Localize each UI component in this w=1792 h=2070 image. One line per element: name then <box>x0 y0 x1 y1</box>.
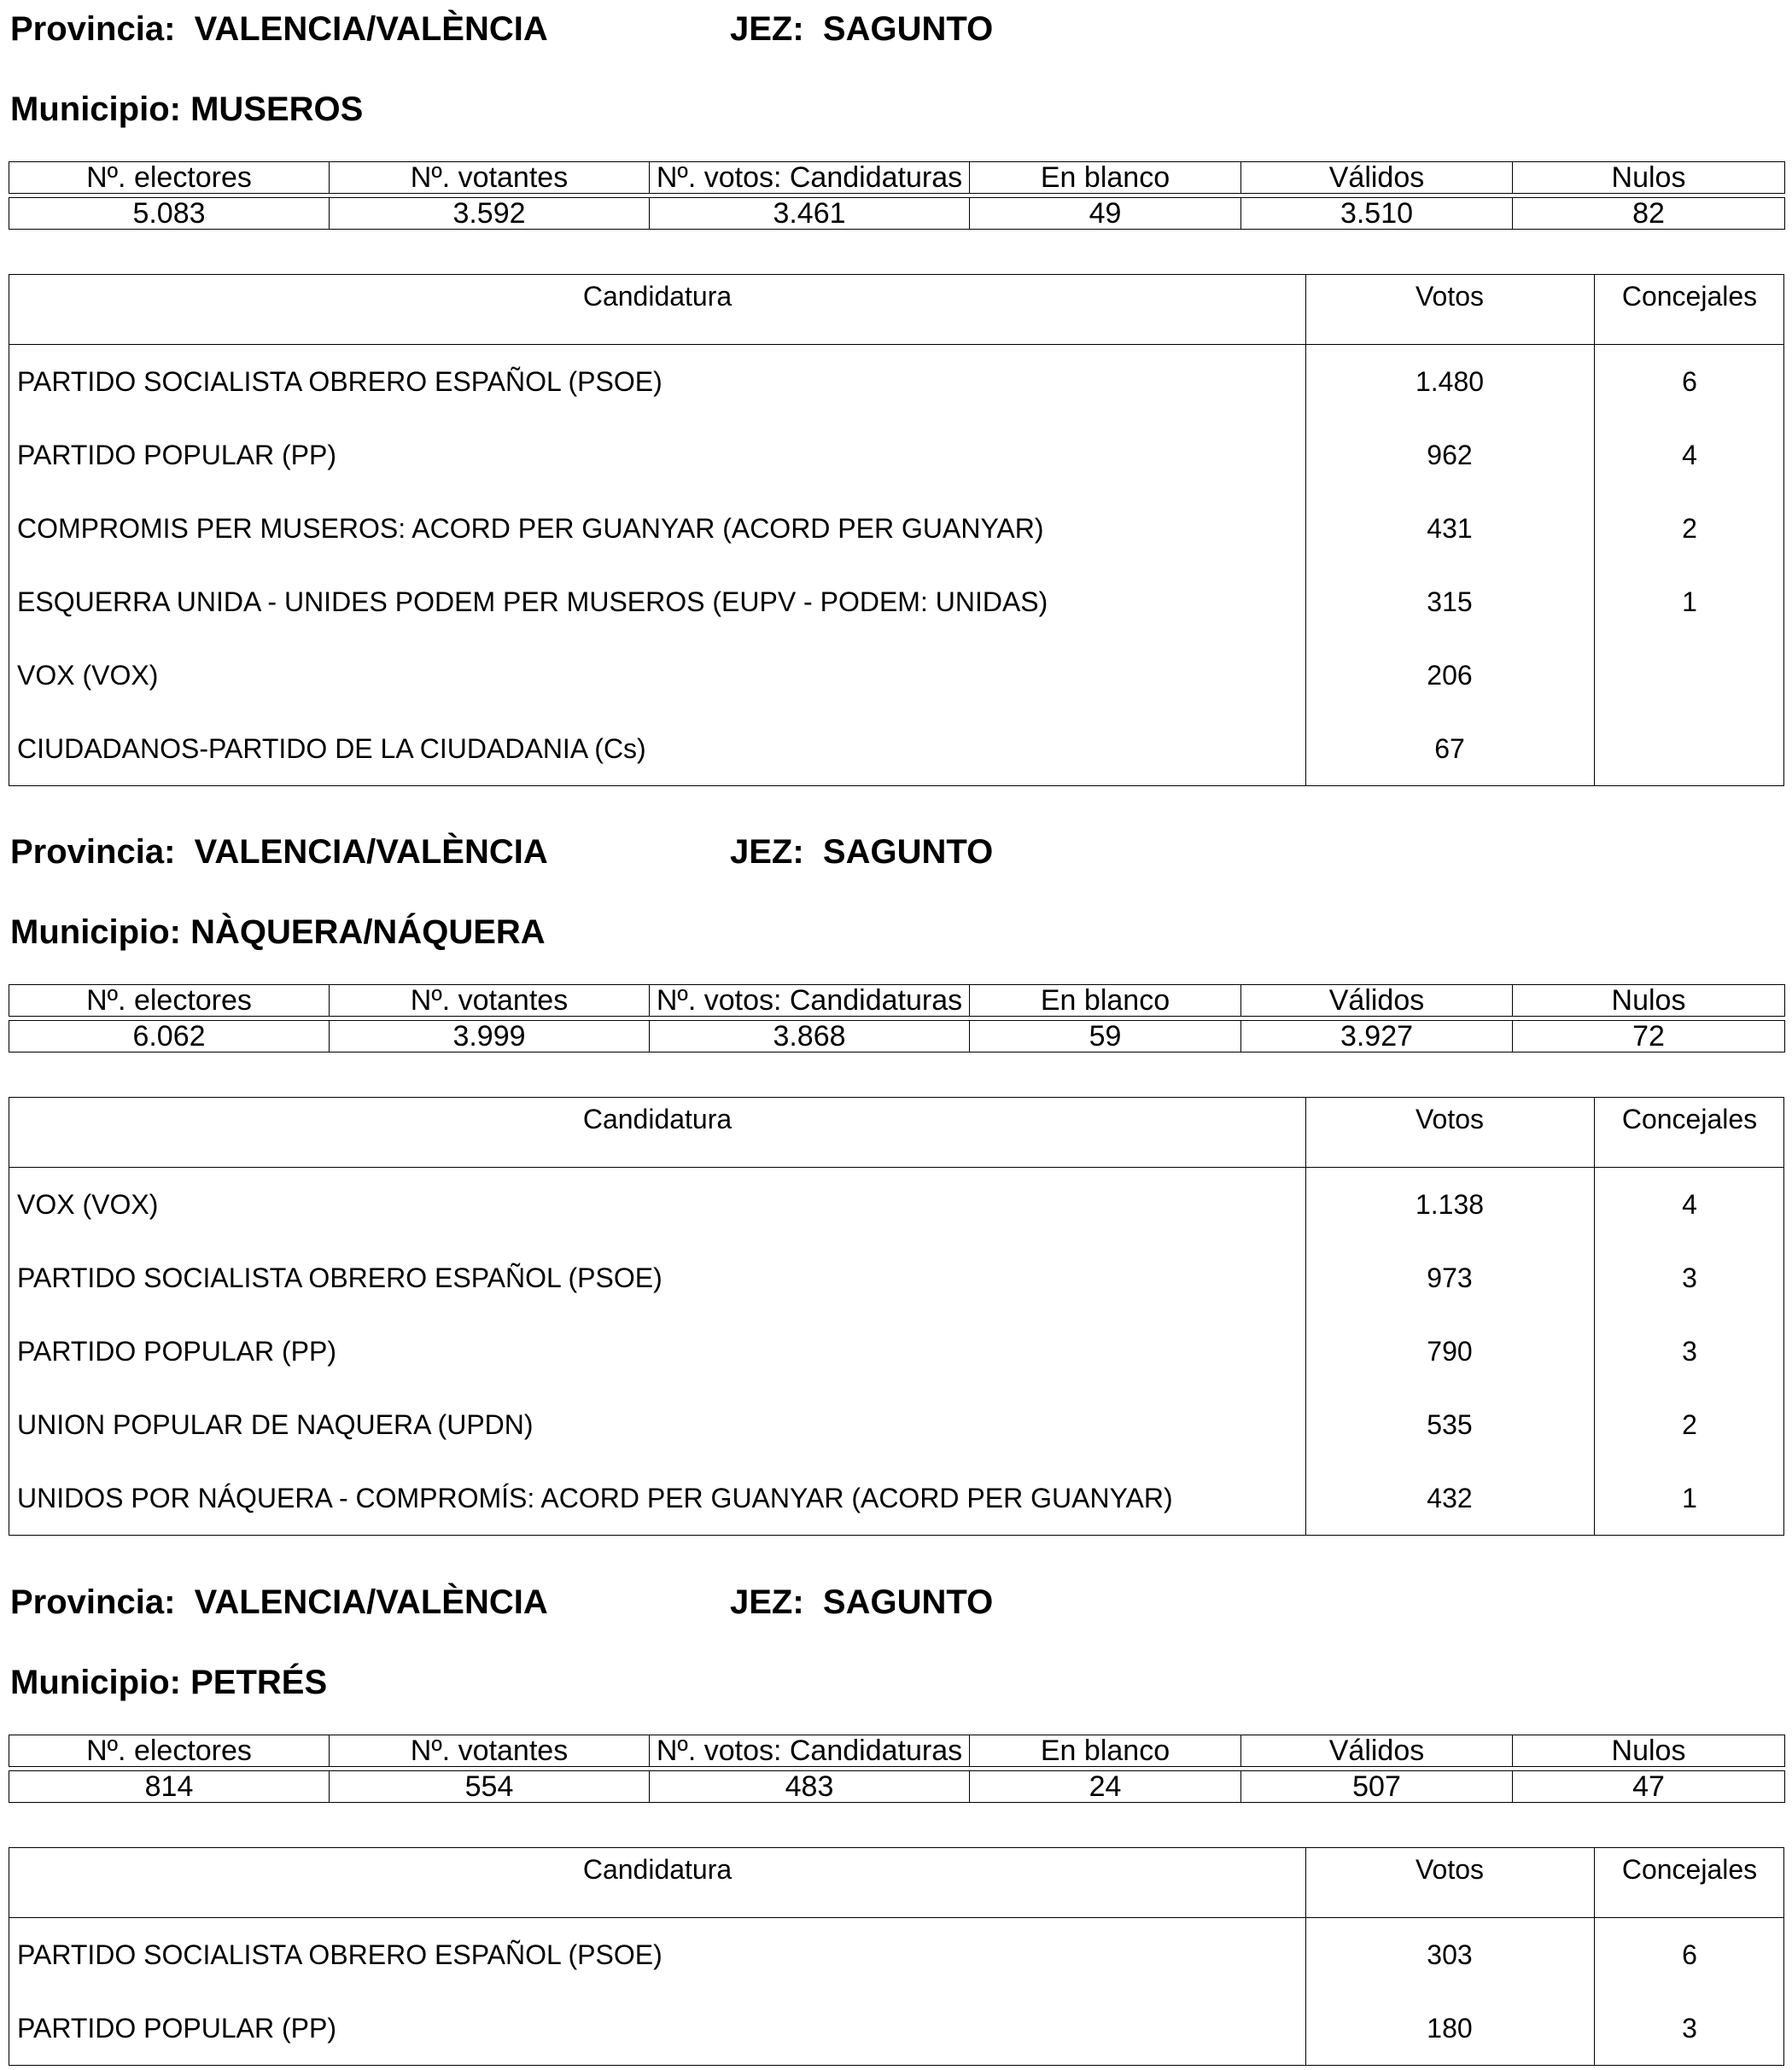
municipio-value: NÀQUERA/NÁQUERA <box>190 913 546 951</box>
candidate-votes: 962 <box>1427 440 1473 470</box>
candidate-name: PARTIDO POPULAR (PP) <box>17 2013 336 2044</box>
stats-value-cell: 3.510 <box>1241 198 1513 230</box>
candidate-row <box>9 492 1783 565</box>
candidate-name: UNION POPULAR DE NAQUERA (UPDN) <box>17 1409 534 1440</box>
candidate-seats: 1 <box>1682 1483 1697 1513</box>
provincia-value: VALENCIA/VALÈNCIA <box>194 833 548 871</box>
header-votos: Votos <box>1415 1104 1485 1134</box>
stats-value-row <box>9 1771 1785 1803</box>
jez-label: JEZ: <box>730 10 804 48</box>
stats-value-cell: 3.592 <box>330 198 650 230</box>
column-divider <box>1594 275 1595 785</box>
candidate-row <box>9 1918 1783 1991</box>
candidate-name: PARTIDO SOCIALISTA OBRERO ESPAÑOL (PSOE) <box>17 366 663 397</box>
stats-value-cell: 3.927 <box>1241 1021 1513 1052</box>
candidate-row <box>9 418 1783 492</box>
header-candidatura: Candidatura <box>582 281 733 312</box>
stats-value-cell: 82 <box>1513 198 1785 230</box>
stats-value-cell: 5.083 <box>9 198 330 230</box>
provincia-label: Provincia: <box>10 833 176 871</box>
candidate-votes: 303 <box>1427 1939 1473 1970</box>
stats-header-cell: Válidos <box>1241 1735 1513 1767</box>
stats-header-cell: Nº. electores <box>9 1735 330 1767</box>
candidate-votes: 790 <box>1427 1336 1473 1367</box>
stats-header-cell: Nº. electores <box>9 985 330 1017</box>
candidate-name: VOX (VOX) <box>17 1189 159 1220</box>
candidate-row <box>9 1168 1783 1241</box>
stats-header-cell: En blanco <box>970 162 1241 194</box>
candidate-name: PARTIDO SOCIALISTA OBRERO ESPAÑOL (PSOE) <box>17 1939 663 1970</box>
candidates-body <box>9 345 1783 785</box>
stats-table <box>9 1735 1785 1803</box>
municipio-line <box>10 915 546 949</box>
jez-value: SAGUNTO <box>822 833 994 871</box>
provincia-line <box>10 1583 994 1621</box>
stats-table <box>9 984 1785 1052</box>
municipio-line <box>10 1665 327 1700</box>
candidate-row <box>9 1241 1783 1315</box>
header-candidatura: Candidatura <box>582 1854 733 1885</box>
stats-table <box>9 161 1785 230</box>
header-concejales: Concejales <box>1621 1854 1758 1885</box>
candidate-seats: 4 <box>1682 1189 1697 1220</box>
stats-value-cell: 483 <box>650 1771 970 1803</box>
stats-header-row <box>9 1735 1785 1767</box>
candidate-votes: 432 <box>1427 1483 1473 1513</box>
header-votos: Votos <box>1415 1854 1485 1885</box>
candidate-seats <box>1594 712 1785 785</box>
candidates-body <box>9 1168 1783 1535</box>
jez-value: SAGUNTO <box>822 10 994 48</box>
provincia-label: Provincia: <box>10 1583 176 1621</box>
stats-value-row <box>9 198 1785 230</box>
stats-header-cell: Nº. votantes <box>330 985 650 1017</box>
municipio-label: Municipio: <box>10 1664 181 1701</box>
provincia-label: Provincia: <box>10 10 176 48</box>
provincia-line <box>10 10 994 48</box>
stats-value-cell: 47 <box>1513 1771 1785 1803</box>
candidates-header <box>9 275 1783 345</box>
stats-value-cell: 3.868 <box>650 1021 970 1052</box>
stats-header-cell: Nº. votos: Candidaturas <box>650 985 970 1017</box>
stats-header-cell: Nulos <box>1513 985 1785 1017</box>
candidate-row <box>9 638 1783 712</box>
candidate-seats: 2 <box>1682 1409 1697 1440</box>
candidate-name: CIUDADANOS-PARTIDO DE LA CIUDADANIA (Cs) <box>17 733 646 764</box>
stats-value-cell: 24 <box>970 1771 1241 1803</box>
candidate-seats: 3 <box>1682 1262 1697 1293</box>
stats-value-row <box>9 1021 1785 1052</box>
candidate-votes: 206 <box>1427 660 1473 691</box>
candidate-row <box>9 1461 1783 1535</box>
candidate-name: VOX (VOX) <box>17 660 159 691</box>
candidate-votes: 431 <box>1427 513 1473 544</box>
candidate-votes: 1.138 <box>1415 1189 1485 1220</box>
stats-header-cell: Nulos <box>1513 1735 1785 1767</box>
candidate-seats <box>1594 638 1785 712</box>
candidate-votes: 180 <box>1427 2013 1473 2044</box>
candidate-votes: 1.480 <box>1415 366 1485 397</box>
candidates-body <box>9 1918 1783 2065</box>
candidate-seats: 3 <box>1682 1336 1697 1367</box>
candidate-name: UNIDOS POR NÁQUERA - COMPROMÍS: ACORD PER GUANYAR (ACORD PER GUANYAR) <box>17 1483 1173 1513</box>
jez-line <box>730 12 993 46</box>
column-divider <box>1305 1098 1306 1535</box>
candidate-row <box>9 712 1783 785</box>
municipio-label: Municipio: <box>10 90 181 128</box>
candidate-row <box>9 1315 1783 1388</box>
stats-value-cell: 6.062 <box>9 1021 330 1052</box>
candidates-header <box>9 1848 1783 1918</box>
candidate-seats: 6 <box>1682 1939 1697 1970</box>
stats-header-cell: Nulos <box>1513 162 1785 194</box>
candidate-row <box>9 565 1783 638</box>
candidates-table <box>9 274 1784 786</box>
column-divider <box>1594 1848 1595 2065</box>
stats-header-row <box>9 985 1785 1017</box>
stats-header-cell: Válidos <box>1241 985 1513 1017</box>
candidate-row <box>9 345 1783 418</box>
jez-value: SAGUNTO <box>822 1583 994 1621</box>
stats-header-row <box>9 162 1785 194</box>
candidate-row <box>9 1991 1783 2065</box>
column-divider <box>1305 275 1306 785</box>
stats-header-cell: Nº. votantes <box>330 162 650 194</box>
candidate-seats: 4 <box>1682 440 1697 470</box>
provincia-line <box>10 833 994 871</box>
stats-value-cell: 3.999 <box>330 1021 650 1052</box>
stats-header-cell: En blanco <box>970 985 1241 1017</box>
stats-value-cell: 59 <box>970 1021 1241 1052</box>
stats-header-cell: En blanco <box>970 1735 1241 1767</box>
stats-value-cell: 507 <box>1241 1771 1513 1803</box>
header-votos: Votos <box>1415 281 1485 312</box>
stats-header-cell: Nº. votos: Candidaturas <box>650 1735 970 1767</box>
municipio-line <box>10 92 363 126</box>
stats-header-cell: Nº. votos: Candidaturas <box>650 162 970 194</box>
provincia-value: VALENCIA/VALÈNCIA <box>194 10 548 48</box>
candidate-name: COMPROMIS PER MUSEROS: ACORD PER GUANYAR (ACORD PER GUANYAR) <box>17 513 1044 544</box>
jez-label: JEZ: <box>730 833 804 871</box>
header-concejales: Concejales <box>1621 281 1758 312</box>
column-divider <box>1305 1848 1306 2065</box>
candidate-seats: 6 <box>1682 366 1697 397</box>
stats-value-cell: 49 <box>970 198 1241 230</box>
candidate-seats: 2 <box>1682 513 1697 544</box>
header-candidatura: Candidatura <box>582 1104 733 1134</box>
jez-line <box>730 1585 993 1619</box>
candidate-name: PARTIDO POPULAR (PP) <box>17 1336 336 1367</box>
stats-value-cell: 3.461 <box>650 198 970 230</box>
candidates-header <box>9 1098 1783 1168</box>
stats-header-cell: Válidos <box>1241 162 1513 194</box>
stats-header-cell: Nº. votantes <box>330 1735 650 1767</box>
jez-line <box>730 835 993 869</box>
stats-header-cell: Nº. electores <box>9 162 330 194</box>
provincia-value: VALENCIA/VALÈNCIA <box>194 1583 548 1621</box>
candidates-table <box>9 1097 1784 1536</box>
stats-value-cell: 554 <box>330 1771 650 1803</box>
candidate-votes: 315 <box>1427 586 1473 617</box>
candidate-votes: 535 <box>1427 1409 1473 1440</box>
candidate-name: ESQUERRA UNIDA - UNIDES PODEM PER MUSEROS (EUPV - PODEM: UNIDAS) <box>17 586 1048 617</box>
stats-value-cell: 72 <box>1513 1021 1785 1052</box>
column-divider <box>1594 1098 1595 1535</box>
candidate-row <box>9 1388 1783 1461</box>
stats-value-cell: 814 <box>9 1771 330 1803</box>
candidate-seats: 1 <box>1682 586 1697 617</box>
municipio-label: Municipio: <box>10 913 181 951</box>
candidate-seats: 3 <box>1682 2013 1697 2044</box>
candidates-table <box>9 1847 1784 2066</box>
candidate-name: PARTIDO POPULAR (PP) <box>17 440 336 470</box>
candidate-name: PARTIDO SOCIALISTA OBRERO ESPAÑOL (PSOE) <box>17 1262 663 1293</box>
jez-label: JEZ: <box>730 1583 804 1621</box>
municipio-value: PETRÉS <box>190 1664 328 1701</box>
candidate-votes: 973 <box>1427 1262 1473 1293</box>
candidate-votes: 67 <box>1434 733 1465 764</box>
header-concejales: Concejales <box>1621 1104 1758 1134</box>
municipio-value: MUSEROS <box>190 90 364 128</box>
